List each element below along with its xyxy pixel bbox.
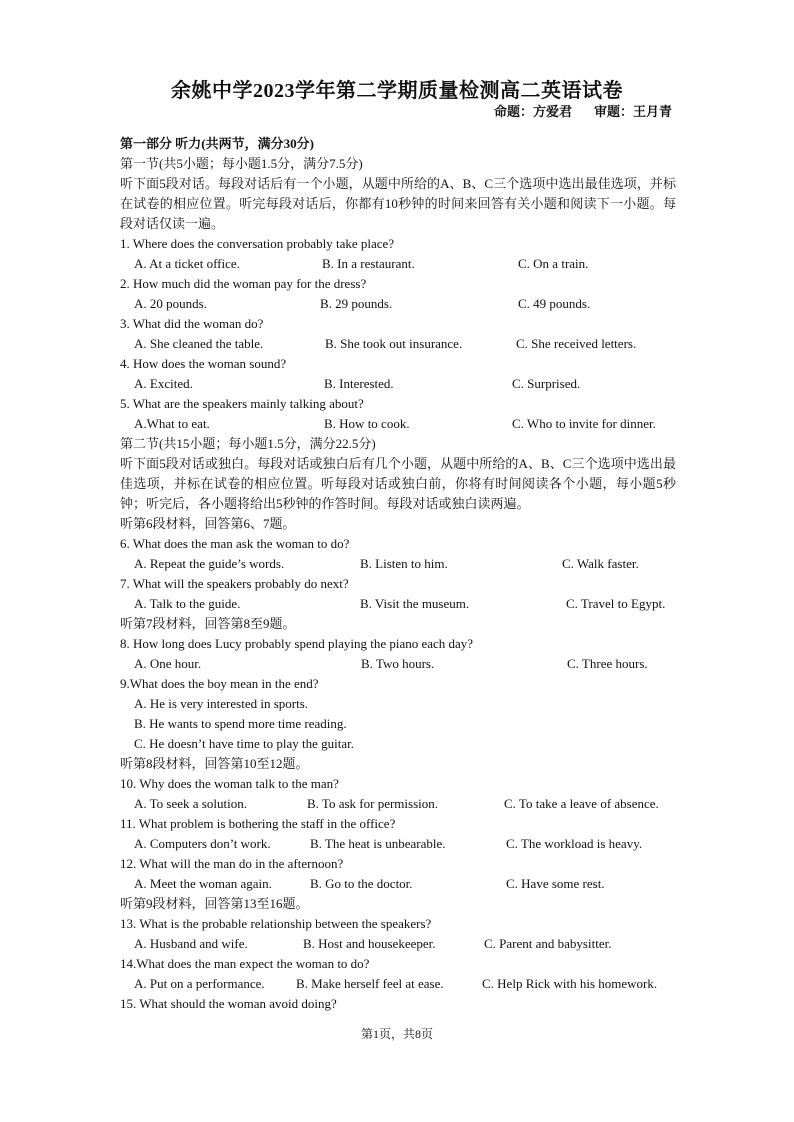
question-stem: 8. How long does Lucy probably spend playing the piano each day?	[120, 636, 474, 651]
author-line	[494, 101, 672, 120]
option-c[interactable]: C. The workload is heavy.	[506, 836, 643, 851]
option-b[interactable]: B. In a restaurant.	[322, 256, 415, 271]
question-stem: 2. How much did the woman pay for the dress?	[120, 276, 367, 291]
option-c[interactable]: C. 49 pounds.	[518, 296, 591, 311]
section-instructions: 听下面5段对话。每段对话后有一个小题，从题中所给的A、B、C三个选项中选出最佳选项，并标在试卷的相应位置。听完每段对话后，你都有10秒钟的时间来回答有关小题和阅读下一小题。每段对话仅读一遍。	[120, 176, 676, 231]
option-a[interactable]: A. He is very interested in sports.	[134, 696, 309, 711]
section-heading: 第二节(共15小题；每小题1.5分，满分22.5分)	[120, 436, 376, 451]
option-a[interactable]: A. To seek a solution.	[134, 796, 247, 811]
option-row	[120, 834, 676, 854]
material-note: 听第8段材料，回答第10至12题。	[120, 756, 309, 771]
option-row	[120, 794, 676, 814]
option-b[interactable]: B. Interested.	[324, 376, 394, 391]
option-c[interactable]: C. Travel to Egypt.	[566, 596, 666, 611]
option-c[interactable]: C. Have some rest.	[506, 876, 605, 891]
option-a[interactable]: A. Talk to the guide.	[134, 596, 241, 611]
question-stem: 7. What will the speakers probably do next?	[120, 576, 349, 591]
exam-content	[120, 134, 676, 1014]
option-c[interactable]: C. Parent and babysitter.	[484, 936, 612, 951]
option-b[interactable]: B. Visit the museum.	[360, 596, 470, 611]
question-stem: 6. What does the man ask the woman to do?	[120, 536, 350, 551]
question-stem: 14.What does the man expect the woman to do?	[120, 956, 370, 971]
page-footer: 第1页，共8页	[360, 1027, 433, 1041]
option-c[interactable]: C. Walk faster.	[562, 556, 639, 571]
option-a[interactable]: A. 20 pounds.	[134, 296, 207, 311]
option-c[interactable]: C. Who to invite for dinner.	[512, 416, 656, 431]
question-stem: 3. What did the woman do?	[120, 316, 264, 331]
part-heading: 第一部分 听力(共两节，满分30分)	[120, 136, 314, 151]
question-stem: 1. Where does the conversation probably take place?	[120, 236, 395, 251]
option-a[interactable]: A.What to eat.	[134, 416, 210, 431]
question-stem: 12. What will the man do in the afternoon?	[120, 856, 344, 871]
option-c[interactable]: C. To take a leave of absence.	[504, 796, 659, 811]
option-row	[120, 874, 676, 894]
option-row	[120, 974, 676, 994]
option-b[interactable]: B. To ask for permission.	[307, 796, 439, 811]
option-b[interactable]: B. Host and housekeeper.	[303, 936, 436, 951]
section-heading: 第一节(共5小题；每小题1.5分，满分7.5分)	[120, 156, 363, 171]
material-note: 听第7段材料，回答第8至9题。	[120, 616, 296, 631]
option-a[interactable]: A. Computers don’t work.	[134, 836, 271, 851]
option-row	[120, 254, 676, 274]
option-b[interactable]: B. Make herself feel at ease.	[296, 976, 444, 991]
option-row	[120, 374, 676, 394]
option-row	[120, 554, 676, 574]
question-stem: 4. How does the woman sound?	[120, 356, 287, 371]
question-stem: 5. What are the speakers mainly talking about?	[120, 396, 364, 411]
reviewer-label: 审题：王月青	[593, 104, 672, 119]
option-b[interactable]: B. How to cook.	[324, 416, 410, 431]
option-row	[120, 594, 676, 614]
option-a[interactable]: A. She cleaned the table.	[134, 336, 264, 351]
option-b[interactable]: B. 29 pounds.	[320, 296, 393, 311]
option-b[interactable]: B. Two hours.	[361, 656, 435, 671]
question-stem: 9.What does the boy mean in the end?	[120, 676, 319, 691]
question-stem: 13. What is the probable relationship between the speakers?	[120, 916, 432, 931]
option-row	[120, 654, 676, 674]
option-b[interactable]: B. The heat is unbearable.	[310, 836, 446, 851]
option-row	[120, 934, 676, 954]
option-b[interactable]: B. She took out insurance.	[325, 336, 463, 351]
option-row	[120, 334, 676, 354]
option-a[interactable]: A. Put on a performance.	[134, 976, 265, 991]
option-a[interactable]: A. At a ticket office.	[134, 256, 240, 271]
option-b[interactable]: B. Go to the doctor.	[310, 876, 413, 891]
exam-title: 余姚中学2023学年第二学期质量检测高二英语试卷	[171, 80, 623, 102]
question-stem: 11. What problem is bothering the staff in the office?	[120, 816, 396, 831]
question-stem: 10. Why does the woman talk to the man?	[120, 776, 339, 791]
option-a[interactable]: A. Repeat the guide’s words.	[134, 556, 285, 571]
option-c[interactable]: C. Surprised.	[512, 376, 581, 391]
option-c[interactable]: C. She received letters.	[516, 336, 637, 351]
option-c[interactable]: C. Three hours.	[567, 656, 648, 671]
option-a[interactable]: A. Meet the woman again.	[134, 876, 272, 891]
option-c[interactable]: C. He doesn’t have time to play the guitar.	[134, 736, 354, 751]
option-row	[120, 294, 676, 314]
option-c[interactable]: C. On a train.	[518, 256, 589, 271]
section-instructions: 听下面5段对话或独白。每段对话或独白后有几个小题，从题中所给的A、B、C三个选项中选出最佳选项，并标在试卷的相应位置。听每段对话或独白前，你将有时间阅读各个小题，每小题5秒钟；听完后，各小题将给出5秒钟的作答时间。每段对话或独白读两遍。	[120, 456, 676, 511]
question-stem: 15. What should the woman avoid doing?	[120, 996, 337, 1011]
option-b[interactable]: B. He wants to spend more time reading.	[134, 716, 347, 731]
option-a[interactable]: A. Excited.	[134, 376, 193, 391]
material-note: 听第6段材料，回答第6、7题。	[120, 516, 296, 531]
option-a[interactable]: A. One hour.	[134, 656, 202, 671]
option-a[interactable]: A. Husband and wife.	[134, 936, 248, 951]
option-row	[120, 414, 676, 434]
option-c[interactable]: C. Help Rick with his homework.	[482, 976, 658, 991]
option-b[interactable]: B. Listen to him.	[360, 556, 448, 571]
author-label: 命题：方爱君	[493, 104, 572, 119]
material-note: 听第9段材料，回答第13至16题。	[120, 896, 309, 911]
